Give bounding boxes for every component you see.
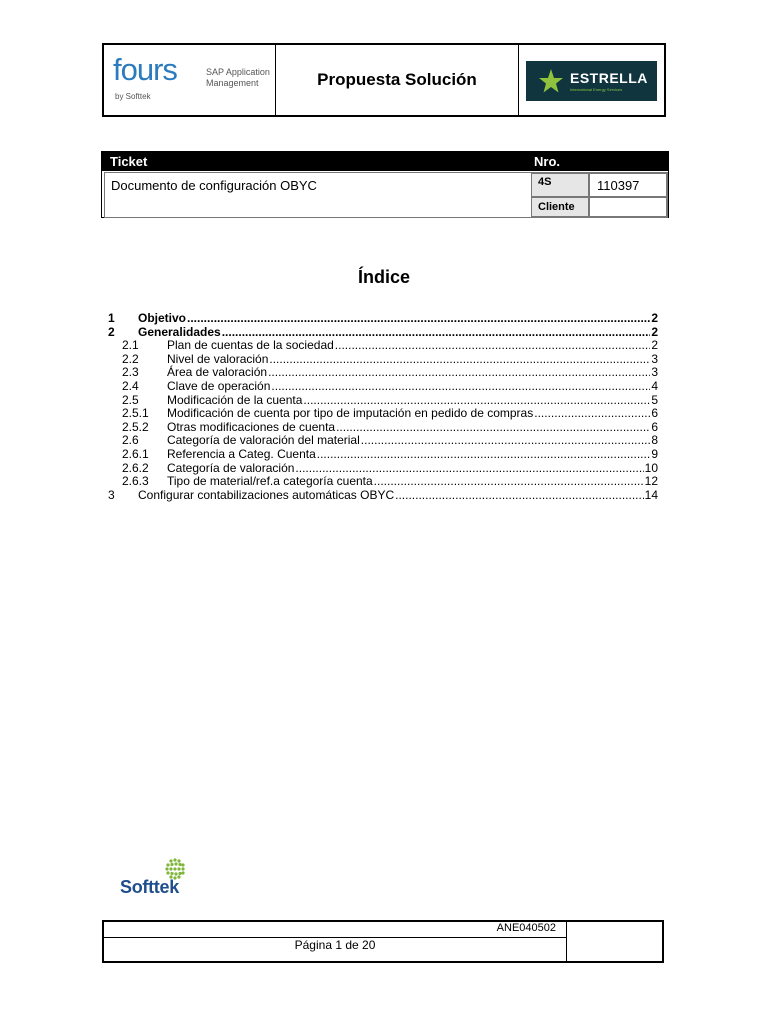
toc-entry-number: 2.6 (122, 433, 139, 448)
client-value (589, 197, 667, 217)
toc-leader-dots (303, 394, 650, 408)
toc-entry-label: Generalidades (138, 324, 221, 339)
code-label: 4S (531, 173, 589, 197)
toc-entry[interactable] (108, 380, 658, 394)
toc-entry-page: 2 (651, 311, 658, 325)
toc-leader-dots (269, 353, 650, 367)
toc-entry-number: 2.3 (122, 365, 139, 380)
toc-entry-page: 2 (651, 324, 658, 339)
document-code: ANE040502 (496, 922, 556, 934)
toc-entry-label: Categoría de valoración del material (167, 433, 360, 448)
toc-leader-dots (534, 407, 650, 421)
toc-entry-label: Modificación de la cuenta (167, 392, 303, 407)
ticket-number: 110397 (589, 173, 667, 197)
toc-entry-number: 2 (108, 324, 115, 339)
toc-entry-number: 2.5 (122, 392, 139, 407)
estrella-logo (526, 61, 657, 101)
document-name: Documento de configuración OBYC (111, 178, 317, 193)
toc-entry[interactable] (108, 434, 658, 448)
toc-leader-dots (222, 326, 651, 340)
toc-entry-number: 2.6.2 (122, 460, 149, 475)
toc-entry-number: 2.6.1 (122, 446, 149, 461)
toc-entry-label: Configurar contabilizaciones automáticas OBYC (138, 487, 395, 502)
page-number: Página 1 de 20 (294, 938, 376, 952)
toc-entry-page: 2 (651, 338, 658, 353)
toc-entry-page: 8 (651, 433, 658, 448)
star-icon (538, 68, 564, 94)
toc-entry-label: Objetivo (138, 311, 187, 325)
toc-entry-label: Tipo de material/ref.a categoría cuenta (167, 474, 373, 489)
document-header (102, 43, 666, 117)
toc-leader-dots (361, 434, 651, 448)
estrella-tagline: International Energy Services (570, 86, 623, 92)
toc-entry-page: 3 (651, 351, 658, 366)
toc-entry[interactable] (108, 407, 658, 421)
ticket-table-header (102, 152, 668, 171)
fours-logo (104, 45, 276, 115)
toc-entry-label: Nivel de valoración (167, 351, 269, 366)
toc-leader-dots (395, 489, 644, 503)
col-nro-header: Nro. (534, 154, 560, 169)
footer-code-row (104, 922, 566, 938)
document-title: Propuesta Solución (276, 45, 519, 115)
index-title: Índice (357, 267, 410, 287)
sap-product-text (206, 67, 270, 89)
client-logo-cell (519, 45, 664, 115)
softtek-logo (120, 857, 195, 899)
toc-entry-number: 3 (108, 487, 115, 502)
toc-entry[interactable] (108, 326, 658, 340)
toc-entry[interactable] (108, 462, 658, 476)
toc-entry-number: 2.1 (122, 338, 139, 353)
toc-entry-label: Plan de cuentas de la sociedad (167, 338, 334, 353)
toc-entry-number: 2.2 (122, 351, 139, 366)
toc-entry-page: 9 (651, 446, 658, 461)
toc-entry[interactable] (108, 394, 658, 408)
sap-product-line1: SAP Application (206, 67, 270, 77)
toc-entry-label: Clave de operación (167, 378, 271, 393)
toc-entry-number: 2.5.2 (122, 419, 149, 434)
client-label: Cliente (531, 197, 589, 217)
toc-leader-dots (336, 421, 650, 435)
toc-entry-label: Modificación de cuenta por tipo de imputación en pedido de compras (167, 406, 534, 421)
softtek-wordmark: Softtek (120, 877, 179, 897)
toc-leader-dots (268, 366, 650, 380)
toc-entry-page: 14 (644, 487, 658, 502)
toc-entry-page: 6 (651, 419, 658, 434)
fours-tagline: by Softtek (115, 92, 151, 101)
toc-entry-number: 2.5.1 (122, 406, 149, 421)
toc-leader-dots (295, 462, 643, 476)
ticket-table-body (104, 172, 668, 218)
toc-entry-label: Categoría de valoración (167, 460, 295, 475)
toc-entry-page: 12 (644, 474, 658, 489)
toc-entry-label: Otras modificaciones de cuenta (167, 419, 336, 434)
toc-entry-number: 2.4 (122, 378, 139, 393)
toc-leader-dots (374, 475, 644, 489)
toc-leader-dots (335, 339, 651, 353)
toc-entry-page: 3 (651, 365, 658, 380)
toc-entry-page: 5 (651, 392, 658, 407)
toc-entry-number: 1 (108, 311, 115, 325)
sap-product-line2: Management (206, 78, 259, 88)
toc-leader-dots (271, 380, 650, 394)
document-footer (102, 920, 664, 963)
estrella-name: ESTRELLA (570, 69, 648, 86)
toc-leader-dots (317, 448, 651, 462)
toc-entry-label: Referencia a Categ. Cuenta (167, 446, 316, 461)
fours-wordmark: fours (113, 52, 177, 87)
footer-left-cell (104, 922, 567, 961)
toc-entry[interactable] (108, 448, 658, 462)
toc-entry-page: 6 (651, 406, 658, 421)
toc-entry[interactable] (108, 339, 658, 353)
col-ticket-header: Ticket (110, 154, 148, 169)
table-of-contents (108, 312, 658, 502)
toc-entry-page: 10 (644, 460, 658, 475)
ticket-table (101, 151, 669, 218)
toc-entry-label: Área de valoración (167, 365, 268, 380)
toc-entry[interactable] (108, 489, 658, 503)
toc-entry[interactable] (108, 421, 658, 435)
toc-entry-number: 2.6.3 (122, 474, 149, 489)
toc-entry[interactable] (108, 366, 658, 380)
toc-entry-page: 4 (651, 378, 658, 393)
toc-entry[interactable] (108, 312, 658, 326)
toc-entry[interactable] (108, 475, 658, 489)
toc-leader-dots (187, 312, 650, 326)
